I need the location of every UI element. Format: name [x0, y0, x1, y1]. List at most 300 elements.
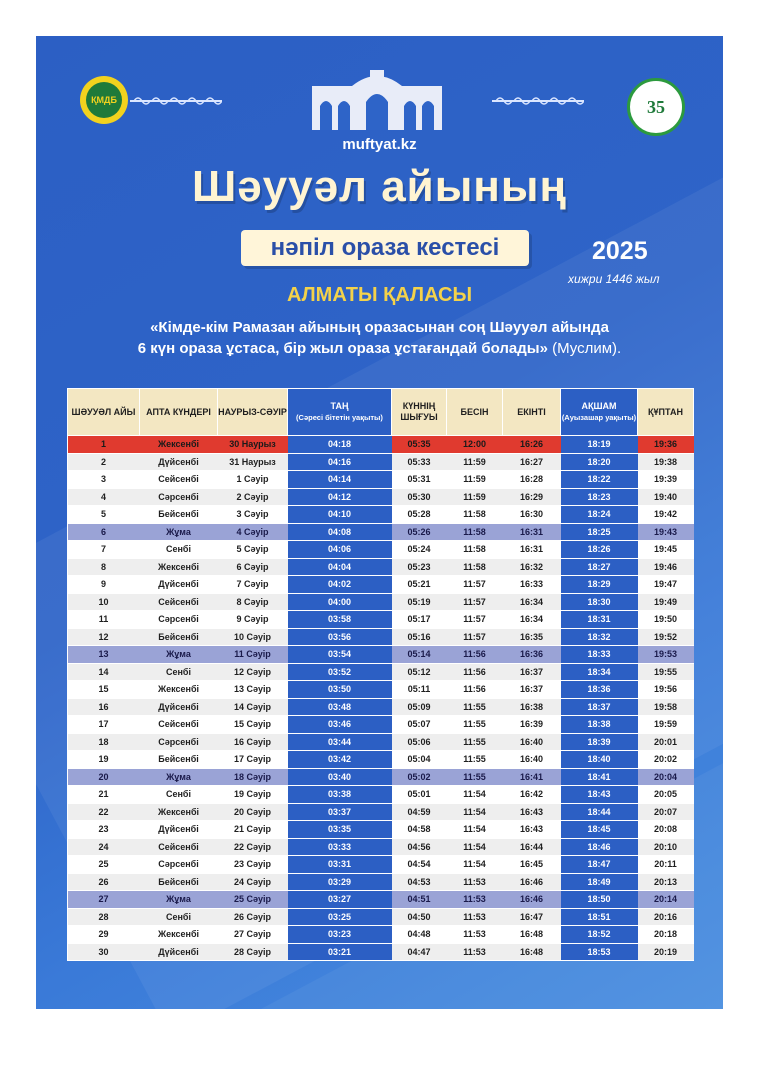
cell-night-time: 19:42 [638, 506, 694, 524]
cell-afternoon-time: 16:42 [503, 786, 561, 804]
table-row [68, 506, 694, 524]
cell-sunset-time: 18:27 [561, 558, 638, 576]
cell-weekday: Дүйсенбі [140, 821, 218, 839]
cell-weekday: Сенбі [140, 663, 218, 681]
cell-sunrise-time: 05:06 [392, 733, 447, 751]
cell-night-time: 20:02 [638, 751, 694, 769]
col-header-sunrise: КҮННІҢ ШЫҒУЫ [392, 389, 447, 436]
cell-dawn-time: 03:31 [288, 856, 392, 874]
cell-dawn-time: 03:40 [288, 768, 392, 786]
table-row [68, 926, 694, 944]
table-row [68, 436, 694, 454]
cell-gregorian-date: 6 Сәуір [218, 558, 288, 576]
cell-dawn-time: 03:37 [288, 803, 392, 821]
cell-gregorian-date: 18 Сәуір [218, 768, 288, 786]
cell-night-time: 19:39 [638, 471, 694, 489]
cell-sunrise-time: 05:09 [392, 698, 447, 716]
cell-sunrise-time: 05:12 [392, 663, 447, 681]
cell-sunset-time: 18:53 [561, 943, 638, 961]
table-row [68, 891, 694, 909]
cell-month-day: 10 [68, 593, 140, 611]
cell-sunset-time: 18:47 [561, 856, 638, 874]
cell-sunset-time: 18:23 [561, 488, 638, 506]
cell-gregorian-date: 8 Сәуір [218, 593, 288, 611]
cell-gregorian-date: 4 Сәуір [218, 523, 288, 541]
cell-afternoon-time: 16:46 [503, 891, 561, 909]
cell-sunrise-time: 05:33 [392, 453, 447, 471]
cell-weekday: Жексенбі [140, 926, 218, 944]
cell-sunrise-time: 05:23 [392, 558, 447, 576]
cell-noon-time: 12:00 [447, 436, 503, 454]
cell-night-time: 20:05 [638, 786, 694, 804]
col-header-month-day: ШӘУУӘЛ АЙЫ [68, 389, 140, 436]
cell-sunrise-time: 05:14 [392, 646, 447, 664]
cell-night-time: 20:16 [638, 908, 694, 926]
cell-afternoon-time: 16:40 [503, 751, 561, 769]
cell-sunrise-time: 05:17 [392, 611, 447, 629]
cell-dawn-time: 03:50 [288, 681, 392, 699]
cell-gregorian-date: 27 Сәуір [218, 926, 288, 944]
cell-month-day: 11 [68, 611, 140, 629]
cell-noon-time: 11:55 [447, 698, 503, 716]
cell-night-time: 19:43 [638, 523, 694, 541]
cell-night-time: 19:45 [638, 541, 694, 559]
cell-afternoon-time: 16:46 [503, 873, 561, 891]
cell-weekday: Дүйсенбі [140, 576, 218, 594]
cell-weekday: Сейсенбі [140, 471, 218, 489]
cell-sunrise-time: 04:56 [392, 838, 447, 856]
cell-sunset-time: 18:49 [561, 873, 638, 891]
cell-dawn-time: 04:16 [288, 453, 392, 471]
table-row [68, 908, 694, 926]
cell-afternoon-time: 16:31 [503, 541, 561, 559]
cell-night-time: 20:01 [638, 733, 694, 751]
cell-night-time: 20:14 [638, 891, 694, 909]
table-row [68, 523, 694, 541]
cell-month-day: 23 [68, 821, 140, 839]
col-header-afternoon: ЕКІНТІ [503, 389, 561, 436]
table-row [68, 663, 694, 681]
cell-dawn-time: 03:29 [288, 873, 392, 891]
hijri-year-label: хижри 1446 жыл [568, 272, 660, 286]
table-row [68, 873, 694, 891]
cell-sunset-time: 18:34 [561, 663, 638, 681]
cell-gregorian-date: 31 Наурыз [218, 453, 288, 471]
cell-sunrise-time: 05:04 [392, 751, 447, 769]
cell-sunset-time: 18:33 [561, 646, 638, 664]
cell-noon-time: 11:53 [447, 908, 503, 926]
cell-sunset-time: 18:20 [561, 453, 638, 471]
cell-sunrise-time: 05:30 [392, 488, 447, 506]
cell-sunrise-time: 05:01 [392, 786, 447, 804]
cell-sunrise-time: 05:19 [392, 593, 447, 611]
table-row [68, 698, 694, 716]
cell-sunset-time: 18:19 [561, 436, 638, 454]
cell-gregorian-date: 14 Сәуір [218, 698, 288, 716]
cell-month-day: 2 [68, 453, 140, 471]
cell-noon-time: 11:55 [447, 751, 503, 769]
table-row [68, 716, 694, 734]
cell-dawn-time: 03:44 [288, 733, 392, 751]
cell-sunrise-time: 04:59 [392, 803, 447, 821]
cell-gregorian-date: 23 Сәуір [218, 856, 288, 874]
col-header-night: ҚҰПТАН [638, 389, 694, 436]
cell-afternoon-time: 16:26 [503, 436, 561, 454]
mosque-building-icon [292, 68, 462, 130]
table-row [68, 803, 694, 821]
cell-night-time: 20:08 [638, 821, 694, 839]
cell-month-day: 24 [68, 838, 140, 856]
cell-dawn-time: 03:21 [288, 943, 392, 961]
cell-noon-time: 11:59 [447, 488, 503, 506]
cell-dawn-time: 04:00 [288, 593, 392, 611]
cell-noon-time: 11:55 [447, 716, 503, 734]
cell-afternoon-time: 16:39 [503, 716, 561, 734]
cell-sunset-time: 18:52 [561, 926, 638, 944]
cell-noon-time: 11:58 [447, 506, 503, 524]
cell-night-time: 20:04 [638, 768, 694, 786]
cell-gregorian-date: 11 Сәуір [218, 646, 288, 664]
cell-weekday: Жұма [140, 768, 218, 786]
col-header-sunset: АҚШАМ (Ауызашар уақыты) [561, 389, 638, 436]
cell-weekday: Жексенбі [140, 803, 218, 821]
cell-sunrise-time: 05:21 [392, 576, 447, 594]
cell-sunrise-time: 05:31 [392, 471, 447, 489]
cell-sunset-time: 18:36 [561, 681, 638, 699]
cell-sunrise-time: 04:48 [392, 926, 447, 944]
cell-month-day: 20 [68, 768, 140, 786]
cell-month-day: 30 [68, 943, 140, 961]
cell-noon-time: 11:57 [447, 576, 503, 594]
cell-month-day: 28 [68, 908, 140, 926]
cell-month-day: 15 [68, 681, 140, 699]
quote-line-2: 6 күн ораза ұстаса, бір жыл ораза ұстағандай болады» [137, 340, 548, 357]
cell-weekday: Дүйсенбі [140, 943, 218, 961]
table-row [68, 786, 694, 804]
site-domain: muftyat.kz [342, 136, 417, 153]
cell-weekday: Бейсенбі [140, 751, 218, 769]
cell-afternoon-time: 16:40 [503, 733, 561, 751]
cell-weekday: Жексенбі [140, 681, 218, 699]
cell-noon-time: 11:58 [447, 541, 503, 559]
cell-month-day: 14 [68, 663, 140, 681]
table-row [68, 576, 694, 594]
cell-dawn-time: 04:08 [288, 523, 392, 541]
cell-night-time: 19:49 [638, 593, 694, 611]
anniversary-logo-number: 35 [647, 96, 665, 117]
cell-night-time: 19:46 [638, 558, 694, 576]
cell-afternoon-time: 16:34 [503, 593, 561, 611]
cell-night-time: 19:36 [638, 436, 694, 454]
cell-sunset-time: 18:45 [561, 821, 638, 839]
cell-dawn-time: 03:46 [288, 716, 392, 734]
table-row [68, 488, 694, 506]
table-row [68, 681, 694, 699]
cell-dawn-time: 04:14 [288, 471, 392, 489]
cell-sunset-time: 18:29 [561, 576, 638, 594]
cell-gregorian-date: 2 Сәуір [218, 488, 288, 506]
schedule-table [67, 388, 693, 961]
cell-dawn-time: 03:52 [288, 663, 392, 681]
table-row [68, 768, 694, 786]
cell-sunset-time: 18:51 [561, 908, 638, 926]
cell-noon-time: 11:57 [447, 593, 503, 611]
cell-dawn-time: 04:04 [288, 558, 392, 576]
cell-dawn-time: 04:18 [288, 436, 392, 454]
cell-weekday: Сейсенбі [140, 838, 218, 856]
cell-night-time: 20:18 [638, 926, 694, 944]
cell-dawn-time: 03:42 [288, 751, 392, 769]
cell-month-day: 9 [68, 576, 140, 594]
cell-gregorian-date: 28 Сәуір [218, 943, 288, 961]
cell-night-time: 19:50 [638, 611, 694, 629]
cell-afternoon-time: 16:37 [503, 663, 561, 681]
cell-sunset-time: 18:44 [561, 803, 638, 821]
cell-sunrise-time: 05:02 [392, 768, 447, 786]
table-row [68, 821, 694, 839]
cell-noon-time: 11:53 [447, 943, 503, 961]
cell-noon-time: 11:54 [447, 856, 503, 874]
cell-month-day: 29 [68, 926, 140, 944]
cell-noon-time: 11:54 [447, 786, 503, 804]
cell-sunset-time: 18:39 [561, 733, 638, 751]
cell-month-day: 22 [68, 803, 140, 821]
cell-month-day: 5 [68, 506, 140, 524]
cell-night-time: 20:19 [638, 943, 694, 961]
qmdb-logo [80, 76, 128, 124]
cell-sunset-time: 18:50 [561, 891, 638, 909]
table-row [68, 751, 694, 769]
cell-weekday: Сейсенбі [140, 593, 218, 611]
qmdb-logo-text: ҚМДБ [86, 82, 122, 118]
cell-gregorian-date: 1 Сәуір [218, 471, 288, 489]
cell-noon-time: 11:58 [447, 523, 503, 541]
cell-night-time: 19:58 [638, 698, 694, 716]
table-row [68, 558, 694, 576]
table-header-row [68, 389, 694, 436]
cell-gregorian-date: 30 Наурыз [218, 436, 288, 454]
cell-sunrise-time: 04:51 [392, 891, 447, 909]
cell-night-time: 19:38 [638, 453, 694, 471]
cell-dawn-time: 04:12 [288, 488, 392, 506]
cell-afternoon-time: 16:45 [503, 856, 561, 874]
cell-month-day: 27 [68, 891, 140, 909]
cell-sunrise-time: 04:53 [392, 873, 447, 891]
cell-afternoon-time: 16:48 [503, 926, 561, 944]
cell-sunrise-time: 05:26 [392, 523, 447, 541]
hadith-quote [36, 317, 723, 359]
cell-noon-time: 11:59 [447, 471, 503, 489]
cell-sunrise-time: 05:11 [392, 681, 447, 699]
cell-afternoon-time: 16:30 [503, 506, 561, 524]
cell-afternoon-time: 16:29 [503, 488, 561, 506]
ornament-left-icon [130, 94, 222, 108]
subtitle-text: нәпіл ораза кестесі [270, 234, 500, 261]
cell-gregorian-date: 24 Сәуір [218, 873, 288, 891]
anniversary-logo [627, 78, 685, 136]
cell-weekday: Сейсенбі [140, 716, 218, 734]
cell-gregorian-date: 20 Сәуір [218, 803, 288, 821]
table-row [68, 611, 694, 629]
cell-afternoon-time: 16:41 [503, 768, 561, 786]
cell-night-time: 20:07 [638, 803, 694, 821]
cell-month-day: 8 [68, 558, 140, 576]
cell-afternoon-time: 16:36 [503, 646, 561, 664]
cell-dawn-time: 03:38 [288, 786, 392, 804]
cell-dawn-time: 04:06 [288, 541, 392, 559]
cell-sunset-time: 18:32 [561, 628, 638, 646]
cell-afternoon-time: 16:33 [503, 576, 561, 594]
page-title: Шәууәл айының [191, 162, 568, 211]
cell-noon-time: 11:56 [447, 681, 503, 699]
cell-sunrise-time: 05:07 [392, 716, 447, 734]
cell-sunrise-time: 04:50 [392, 908, 447, 926]
cell-weekday: Жұма [140, 523, 218, 541]
cell-sunset-time: 18:26 [561, 541, 638, 559]
subtitle-banner [241, 230, 529, 266]
cell-weekday: Бейсенбі [140, 873, 218, 891]
cell-sunrise-time: 04:47 [392, 943, 447, 961]
table-row [68, 593, 694, 611]
cell-noon-time: 11:55 [447, 733, 503, 751]
cell-night-time: 19:52 [638, 628, 694, 646]
cell-sunset-time: 18:24 [561, 506, 638, 524]
cell-noon-time: 11:53 [447, 891, 503, 909]
cell-month-day: 19 [68, 751, 140, 769]
cell-sunset-time: 18:31 [561, 611, 638, 629]
cell-dawn-time: 03:58 [288, 611, 392, 629]
cell-month-day: 4 [68, 488, 140, 506]
cell-month-day: 26 [68, 873, 140, 891]
cell-noon-time: 11:57 [447, 611, 503, 629]
cell-weekday: Жұма [140, 646, 218, 664]
cell-month-day: 7 [68, 541, 140, 559]
cell-dawn-time: 03:27 [288, 891, 392, 909]
cell-gregorian-date: 22 Сәуір [218, 838, 288, 856]
cell-sunrise-time: 05:24 [392, 541, 447, 559]
cell-night-time: 20:10 [638, 838, 694, 856]
cell-gregorian-date: 15 Сәуір [218, 716, 288, 734]
table-row [68, 856, 694, 874]
cell-sunrise-time: 04:58 [392, 821, 447, 839]
table-row [68, 541, 694, 559]
cell-night-time: 19:40 [638, 488, 694, 506]
cell-dawn-time: 03:35 [288, 821, 392, 839]
cell-gregorian-date: 9 Сәуір [218, 611, 288, 629]
table-row [68, 628, 694, 646]
cell-sunset-time: 18:30 [561, 593, 638, 611]
cell-afternoon-time: 16:44 [503, 838, 561, 856]
cell-noon-time: 11:53 [447, 926, 503, 944]
cell-gregorian-date: 3 Сәуір [218, 506, 288, 524]
cell-month-day: 18 [68, 733, 140, 751]
cell-gregorian-date: 25 Сәуір [218, 891, 288, 909]
table-row [68, 646, 694, 664]
cell-gregorian-date: 7 Сәуір [218, 576, 288, 594]
cell-sunset-time: 18:43 [561, 786, 638, 804]
cell-noon-time: 11:55 [447, 768, 503, 786]
cell-noon-time: 11:54 [447, 838, 503, 856]
cell-sunrise-time: 05:35 [392, 436, 447, 454]
cell-afternoon-time: 16:35 [503, 628, 561, 646]
cell-afternoon-time: 16:43 [503, 821, 561, 839]
cell-gregorian-date: 16 Сәуір [218, 733, 288, 751]
cell-gregorian-date: 26 Сәуір [218, 908, 288, 926]
cell-gregorian-date: 19 Сәуір [218, 786, 288, 804]
cell-afternoon-time: 16:28 [503, 471, 561, 489]
table-row [68, 733, 694, 751]
cell-month-day: 17 [68, 716, 140, 734]
cell-noon-time: 11:59 [447, 453, 503, 471]
cell-dawn-time: 03:25 [288, 908, 392, 926]
cell-afternoon-time: 16:31 [503, 523, 561, 541]
cell-night-time: 19:53 [638, 646, 694, 664]
cell-afternoon-time: 16:37 [503, 681, 561, 699]
year-label: 2025 [592, 237, 648, 265]
cell-gregorian-date: 13 Сәуір [218, 681, 288, 699]
cell-night-time: 20:13 [638, 873, 694, 891]
cell-noon-time: 11:54 [447, 821, 503, 839]
cell-noon-time: 11:58 [447, 558, 503, 576]
cell-weekday: Сәрсенбі [140, 733, 218, 751]
cell-noon-time: 11:53 [447, 873, 503, 891]
cell-weekday: Бейсенбі [140, 506, 218, 524]
cell-month-day: 16 [68, 698, 140, 716]
cell-weekday: Жексенбі [140, 558, 218, 576]
quote-source: (Муслим). [552, 340, 622, 357]
cell-month-day: 3 [68, 471, 140, 489]
cell-dawn-time: 04:02 [288, 576, 392, 594]
cell-weekday: Жексенбі [140, 436, 218, 454]
cell-dawn-time: 03:56 [288, 628, 392, 646]
cell-month-day: 12 [68, 628, 140, 646]
cell-night-time: 20:11 [638, 856, 694, 874]
cell-afternoon-time: 16:32 [503, 558, 561, 576]
cell-dawn-time: 03:48 [288, 698, 392, 716]
col-header-dawn: ТАҢ (Сәресі бітетін уақыты) [288, 389, 392, 436]
cell-sunset-time: 18:46 [561, 838, 638, 856]
cell-noon-time: 11:54 [447, 803, 503, 821]
cell-noon-time: 11:56 [447, 646, 503, 664]
cell-night-time: 19:55 [638, 663, 694, 681]
cell-noon-time: 11:56 [447, 663, 503, 681]
cell-month-day: 1 [68, 436, 140, 454]
cell-weekday: Сәрсенбі [140, 611, 218, 629]
cell-afternoon-time: 16:27 [503, 453, 561, 471]
cell-month-day: 13 [68, 646, 140, 664]
cell-night-time: 19:47 [638, 576, 694, 594]
cell-dawn-time: 03:33 [288, 838, 392, 856]
city-name: АЛМАТЫ ҚАЛАСЫ [286, 284, 473, 306]
col-header-noon: БЕСІН [447, 389, 503, 436]
cell-month-day: 21 [68, 786, 140, 804]
cell-sunrise-time: 05:28 [392, 506, 447, 524]
table-row [68, 838, 694, 856]
cell-weekday: Сәрсенбі [140, 488, 218, 506]
cell-weekday: Дүйсенбі [140, 698, 218, 716]
cell-sunrise-time: 04:54 [392, 856, 447, 874]
cell-sunrise-time: 05:16 [392, 628, 447, 646]
cell-afternoon-time: 16:48 [503, 943, 561, 961]
col-header-gregorian-date: НАУРЫЗ-СӘУІР [218, 389, 288, 436]
cell-noon-time: 11:57 [447, 628, 503, 646]
cell-afternoon-time: 16:47 [503, 908, 561, 926]
cell-sunset-time: 18:25 [561, 523, 638, 541]
cell-sunset-time: 18:41 [561, 768, 638, 786]
cell-sunset-time: 18:37 [561, 698, 638, 716]
cell-sunset-time: 18:38 [561, 716, 638, 734]
cell-weekday: Сәрсенбі [140, 856, 218, 874]
